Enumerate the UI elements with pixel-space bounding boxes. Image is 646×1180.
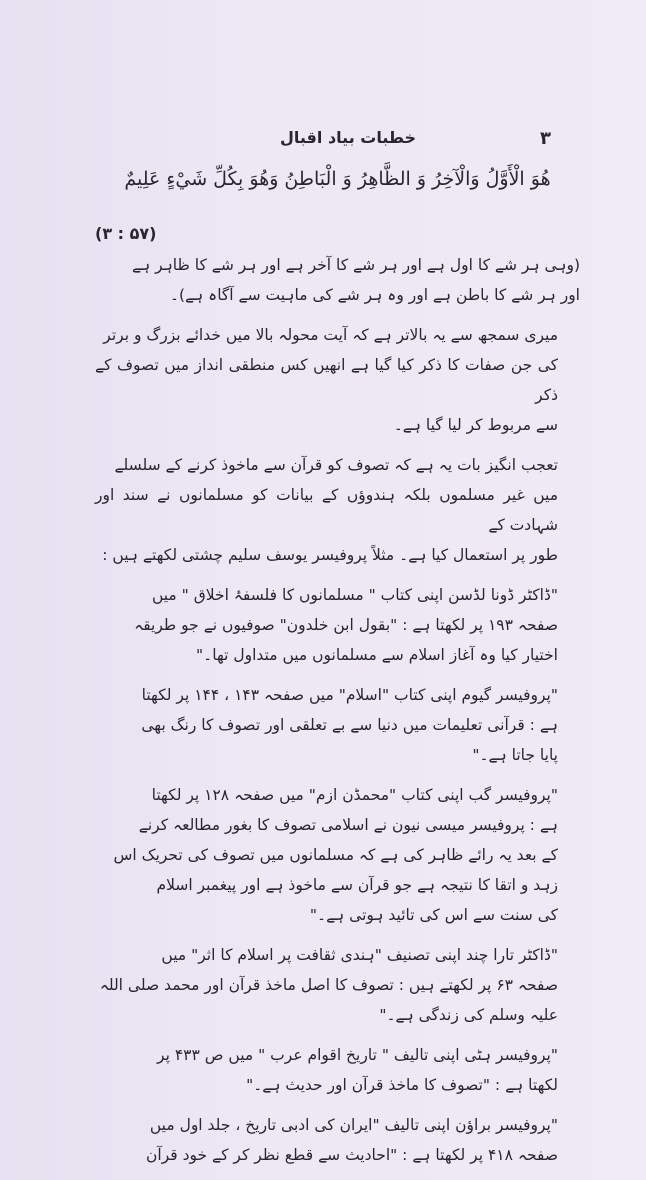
paragraph-quote-4 xyxy=(95,940,580,1030)
paragraph-quote-6 xyxy=(95,1110,580,1170)
text-line: صفحہ ۴۱۸ پر لکھتا ہے : "احادیث سے قطع نظر کر کے خود قرآن xyxy=(146,1146,558,1164)
text-line: سے مربوط کر لیا گیا ہے۔ xyxy=(393,416,558,434)
text-line: "ڈاکٹر ڈونا لڈسن اپنی کتاب " مسلمانوں کا فلسفۂ اخلاق " میں xyxy=(151,586,558,604)
text-line: "پروفیسر براؤن اپنی تالیف "ایران کی ادبی تاریخ ، جلد اول میں xyxy=(149,1116,558,1134)
paragraph-quote-1 xyxy=(95,580,580,670)
text-line: ہے : پروفیسر میسی نیون نے اسلامی تصوف کا بغور مطالعہ کرنے xyxy=(138,816,558,834)
text-line: طور پر استعمال کیا ہے۔ مثلاً پروفیسر یوسف سلیم چشتی لکھتے ہیں : xyxy=(102,546,558,564)
paragraph-quote-3 xyxy=(95,780,580,930)
text-line: زہد و اتقا کا نتیجہ ہے جو قرآن سے ماخوذ ہے اور پیغمبر اسلام xyxy=(156,876,558,894)
text-line: کی جن صفات کا ذکر کیا گیا ہے انھیں کس منطقی انداز میں تصوف کے ذکر xyxy=(95,356,558,404)
text-line: اختیار کیا وہ آغاز اسلام سے مسلمانوں میں متداول تھا۔" xyxy=(196,646,558,664)
page-header xyxy=(60,128,586,152)
text-line: میں غیر مسلموں بلکہ ہندوؤں کے بیانات کو مسلمانوں نے سند اور شہادت کے xyxy=(95,486,558,534)
paragraph-comment xyxy=(95,320,580,440)
text-line: تعجب انگیز بات یہ ہے کہ تصوف کو قرآن سے ماخوذ کرنے کے سلسلے xyxy=(114,456,558,474)
text-line: لکھتا ہے : "تصوف کا ماخذ قرآن اور حدیث ہے۔" xyxy=(246,1076,558,1094)
text-line: "پروفیسر گب اپنی کتاب "محمڈن ازم" میں صفحہ ۱۲۸ پر لکھتا xyxy=(151,786,558,804)
paragraph-quote-5 xyxy=(95,1040,580,1100)
text-line: میری سمجھ سے یہ بالاتر ہے کہ آیت محولہ بالا میں خدائے بزرگ و برتر xyxy=(103,326,558,344)
paragraph-quote-2 xyxy=(95,680,580,770)
page-number: ۳ xyxy=(540,128,551,149)
quranic-verse: هُوَ الْأَوَّلُ وَالْآخِرُ وَ الظَّاهِرُ وَ الْبَاطِنُ وَهُوَ بِكُلِّ شَيْءٍ عَلِيمٌ xyxy=(124,168,551,190)
body-text xyxy=(95,250,580,1180)
text-line: صفحہ ۱۹۳ پر لکھتا ہے : "بقول ابن خلدون" صوفیوں نے جو طریقہ xyxy=(134,616,558,634)
text-line: "پروفیسر ہٹی اپنی تالیف " تاریخ اقوام عرب " میں ص ۴۳۳ پر xyxy=(157,1046,558,1064)
text-line: کے بعد یہ رائے ظاہر کی ہے کہ مسلمانوں میں تصوف کی تحریک اس xyxy=(113,846,558,864)
paragraph-translation xyxy=(95,250,580,310)
text-line: "ڈاکٹر تارا چند اپنی تصنیف "ہندی ثقافت پر اسلام کا اثر" میں xyxy=(161,946,558,964)
text-line: (وہی ہر شے کا اول ہے اور ہر شے کا آخر ہے اور ہر شے کا ظاہر ہے xyxy=(132,256,580,274)
verse-reference: (۵۷ : ۳) xyxy=(95,224,157,243)
text-line: "پروفیسر گیوم اپنی کتاب "اسلام" میں صفحہ ۱۴۳ ، ۱۴۴ پر لکھتا xyxy=(141,686,558,704)
text-line: علیہ وسلم کی زندگی ہے۔" xyxy=(379,1006,558,1024)
text-line: اور ہر شے کا باطن ہے اور وہ ہر شے کی ماہیت سے آگاہ ہے)۔ xyxy=(169,286,580,304)
text-line: پایا جاتا ہے۔" xyxy=(472,746,558,764)
text-line: صفحہ ۶۳ پر لکھتے ہیں : تصوف کا اصل ماخذ قرآن اور محمد صلی اللہ xyxy=(99,976,558,994)
text-line: ہے : قرآنی تعلیمات میں دنیا سے بے تعلقی اور تصوف کا رنگ بھی xyxy=(141,716,558,734)
text-line: کی سنت سے اس کی تائید ہوتی ہے۔" xyxy=(309,906,558,924)
paragraph-surprise xyxy=(95,450,580,570)
running-title: خطبات بیاد اقبال xyxy=(280,128,417,147)
